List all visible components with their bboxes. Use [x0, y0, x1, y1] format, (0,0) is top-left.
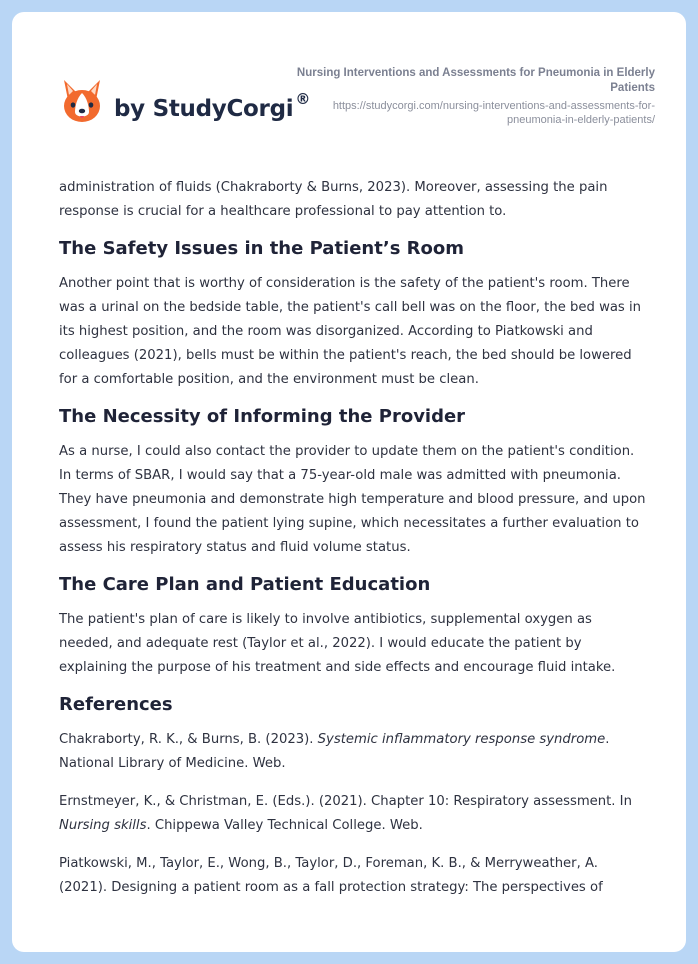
- section-text-safety: Another point that is worthy of consideration is the safety of the patient's room. There was a urinal on the bedside table, the patient's call bell was on the floor, the bed was in its highest position, and the room was disorganized. According to Piatkowski and colleagues (2021), bells must be within the patient's reach, the bed should be lowered for a comfortable position, and the environment must be clean.: [59, 276, 642, 387]
- document-meta: [295, 66, 655, 127]
- intro-paragraph: administration of fluids (Chakraborty & Burns, 2023). Moreover, assessing the pain response is crucial for a healthcare professional to pay attention to.: [59, 180, 608, 219]
- corgi-icon: [60, 78, 104, 126]
- section-heading-safety: The Safety Issues in the Patient’s Room: [59, 238, 465, 259]
- brand-name: by StudyCorgi ®: [114, 90, 311, 122]
- reference-item: Chakraborty, R. K., & Burns, B. (2023). Systemic inflammatory response syndrome. National Library of Medicine. Web.: [59, 732, 610, 771]
- references-heading: References: [59, 694, 173, 715]
- document-page: [12, 12, 686, 952]
- section-text-provider: As a nurse, I could also contact the provider to update them on the patient's condition. In terms of SBAR, I would say that a 75-year-old male was admitted with pneumonia. They have pneumonia and demonstrate high temperature and blood pressure, and upon assessment, I found the patient lying supine, which necessitates a further evaluation to assess his respiratory status and fluid volume status.: [59, 444, 646, 555]
- section-text-care-plan: The patient's plan of care is likely to involve antibiotics, supplemental oxygen as needed, and adequate rest (Taylor et al., 2022). I would educate the patient by explaining the purpose of his treatment and side effects and encourage fluid intake.: [59, 612, 616, 675]
- reference-item: Ernstmeyer, K., & Christman, E. (Eds.). (2021). Chapter 10: Respiratory assessment. In Nursing skills. Chippewa Valley Technical College. Web.: [59, 794, 632, 833]
- section-heading-provider: The Necessity of Informing the Provider: [59, 406, 466, 427]
- registered-mark: ®: [295, 90, 311, 108]
- article-body: [59, 176, 649, 914]
- document-url[interactable]: https://studycorgi.com/nursing-interventions-and-assessments-for-pneumonia-in-elderly-patients/: [332, 100, 655, 126]
- document-title: Nursing Interventions and Assessments for Pneumonia in Elderly Patients: [296, 67, 655, 94]
- studycorgi-logo[interactable]: [60, 78, 320, 138]
- section-heading-care-plan: The Care Plan and Patient Education: [59, 574, 431, 595]
- reference-item: Piatkowski, M., Taylor, E., Wong, B., Taylor, D., Foreman, K. B., & Merryweather, A. (2021). Designing a patient room as a fall protection strategy: The perspectives of: [59, 856, 603, 895]
